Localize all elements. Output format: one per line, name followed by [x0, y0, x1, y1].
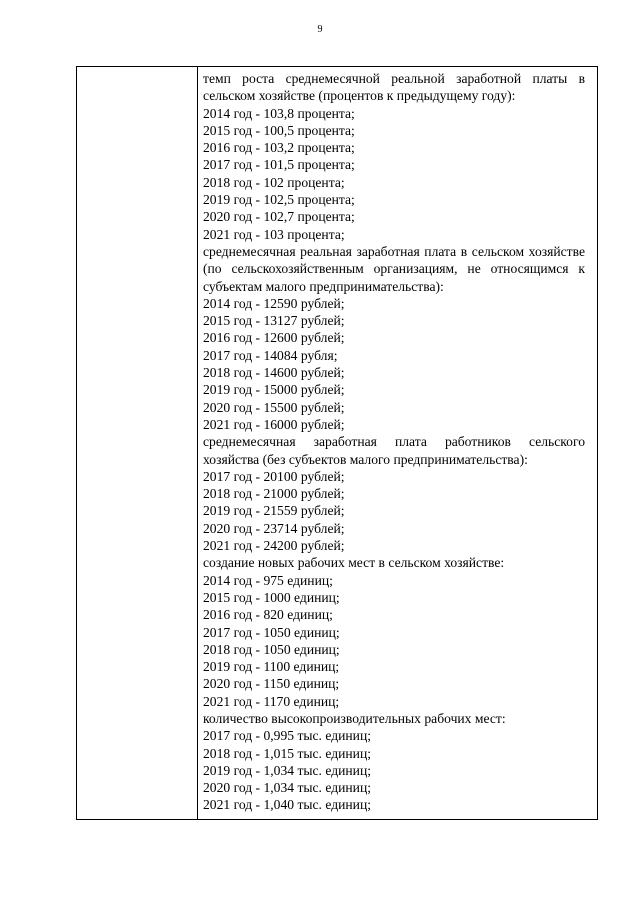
text-line: 2017 год - 1050 единиц;	[203, 624, 340, 640]
text-line: количество высокопроизводительных рабочих мест:	[203, 710, 506, 726]
text-line: 2017 год - 101,5 процента;	[203, 157, 355, 173]
text-line: 2014 год - 12590 рублей;	[203, 295, 345, 311]
text-line: 2020 год - 102,7 процента;	[203, 209, 355, 225]
text-line: 2021 год - 16000 рублей;	[203, 416, 345, 432]
text-line: 2019 год - 102,5 процента;	[203, 192, 355, 208]
document-table	[76, 66, 598, 820]
text-line: 2020 год - 1,034 тыс. единиц;	[203, 780, 372, 796]
text-line: 2018 год - 21000 рублей;	[203, 486, 345, 502]
text-line: 2015 год - 100,5 процента;	[203, 122, 355, 138]
text-line: 2019 год - 15000 рублей;	[203, 382, 345, 398]
text-line: 2014 год - 975 единиц;	[203, 572, 333, 588]
text-line: 2018 год - 1050 единиц;	[203, 641, 340, 657]
text-line: 2021 год - 24200 рублей;	[203, 538, 345, 554]
text-line: 2018 год - 1,015 тыс. единиц;	[203, 745, 372, 761]
text-line: 2020 год - 15500 рублей;	[203, 399, 345, 415]
text-line: 2017 год - 20100 рублей;	[203, 468, 345, 484]
table-left-cell	[77, 67, 198, 819]
text-line: 2021 год - 1,040 тыс. единиц;	[203, 797, 372, 813]
text-line: 2016 год - 12600 рублей;	[203, 330, 345, 346]
text-line: 2016 год - 820 единиц;	[203, 607, 333, 623]
text-line: 2015 год - 13127 рублей;	[203, 313, 345, 329]
paragraph: среднемесячная заработная плата работников сельского хозяйства (без субъектов малого предпринимательства):	[203, 434, 585, 467]
paragraph: темп роста среднемесячной реальной заработной платы в сельском хозяйстве (процентов к предыдущему году):	[203, 71, 585, 104]
text-line: 2021 год - 1170 единиц;	[203, 693, 340, 709]
text-line: 2017 год - 0,995 тыс. единиц;	[203, 728, 372, 744]
text-line: 2019 год - 1,034 тыс. единиц;	[203, 762, 372, 778]
text-line: 2020 год - 23714 рублей;	[203, 520, 345, 536]
text-line: 2018 год - 102 процента;	[203, 174, 345, 190]
text-line: создание новых рабочих мест в сельском хозяйстве:	[203, 555, 505, 571]
text-line: 2017 год - 14084 рубля;	[203, 347, 338, 363]
text-line: 2016 год - 103,2 процента;	[203, 140, 355, 156]
text-line: 2014 год - 103,8 процента;	[203, 105, 355, 121]
text-line: 2021 год - 103 процента;	[203, 226, 345, 242]
text-line: 2015 год - 1000 единиц;	[203, 589, 340, 605]
text-line: 2019 год - 21559 рублей;	[203, 503, 345, 519]
text-line: 2019 год - 1100 единиц;	[203, 659, 340, 675]
page-number: 9	[317, 24, 323, 35]
text-line: 2020 год - 1150 единиц;	[203, 676, 340, 692]
text-line: 2018 год - 14600 рублей;	[203, 365, 345, 381]
table-right-cell	[198, 67, 597, 819]
paragraph: среднемесячная реальная заработная плата в сельском хозяйстве (по сельскохозяйственным организациям, не относящимся к субъектам малого предпринимательства):	[203, 243, 585, 294]
